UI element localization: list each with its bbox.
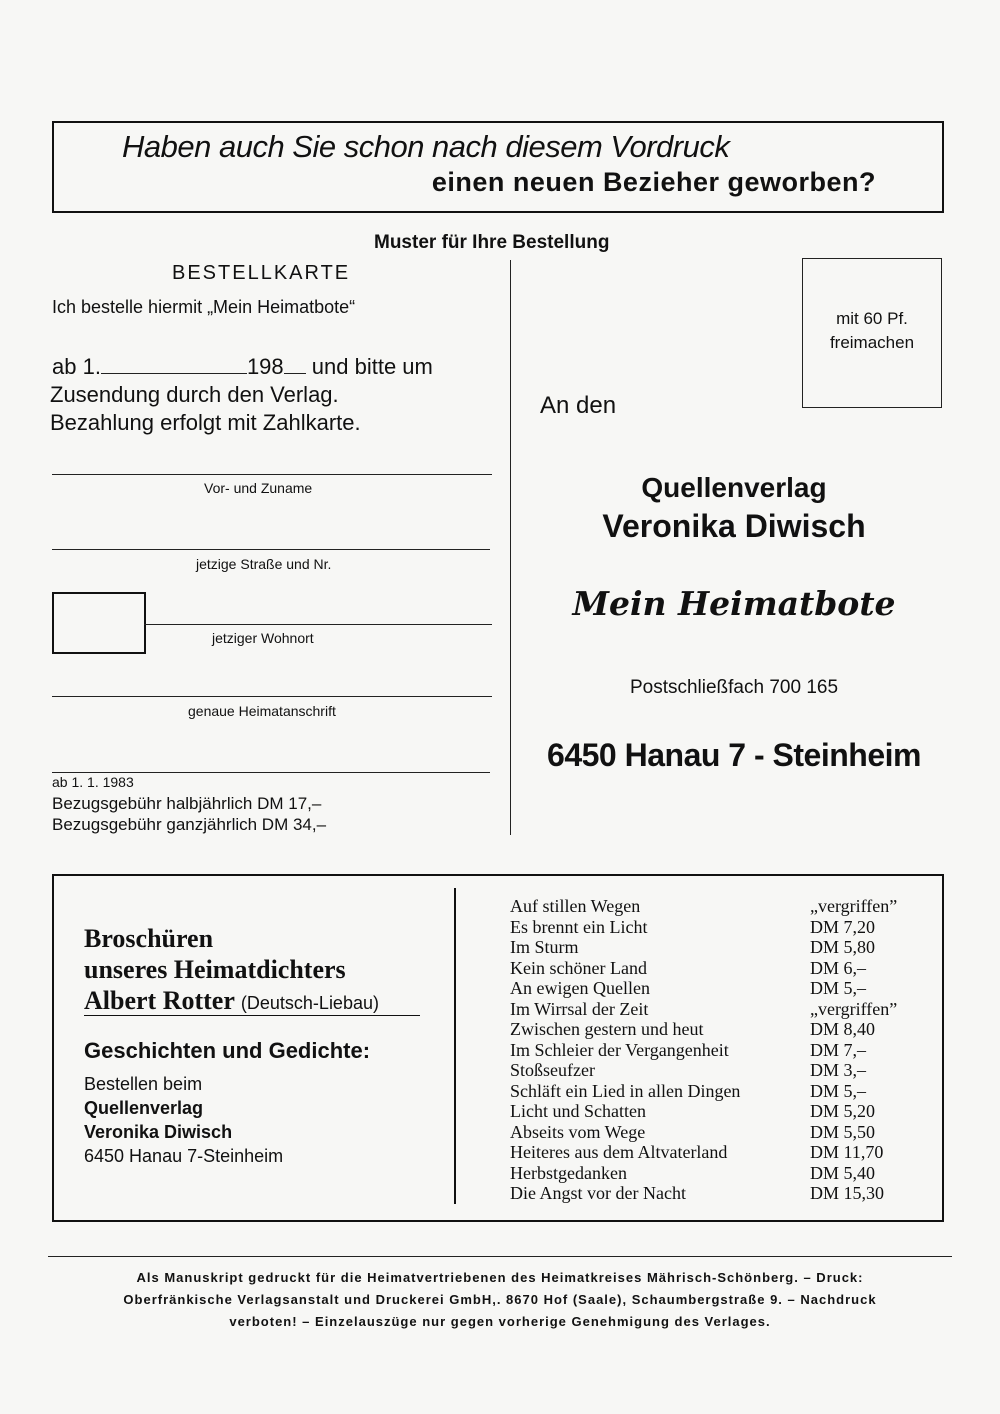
town-field-line[interactable] (144, 624, 492, 625)
list-item: Schläft ein Lied in allen Dingen DM 5,– (510, 1080, 867, 1101)
list-item: Licht und Schatten DM 5,20 (510, 1101, 876, 1121)
order-info-line4: 6450 Hanau 7-Steinheim (84, 1146, 284, 1166)
list-item: Die Angst vor der Nacht DM 15,30 (510, 1183, 885, 1203)
brochure-divider (454, 888, 456, 1204)
list-item: An ewigen Quellen DM 5,– (510, 978, 867, 998)
list-item: Zwischen gestern und heut DM 8,40 (510, 1019, 876, 1039)
headline-line2: einen neuen Bezieher geworben? (431, 167, 876, 197)
checkbox[interactable] (52, 592, 146, 654)
author-origin: (Deutsch-Liebau) (240, 993, 379, 1013)
footer-line1: Als Manuskript gedruckt für die Heimatvertriebenen des Heimatkreises Mährisch-Schönberg. – Druck: (136, 1270, 864, 1285)
brochure-title-line2: unseres Heimatdichters (84, 955, 346, 984)
name-field-line[interactable] (52, 474, 492, 475)
stamp-line2: freimachen (829, 333, 915, 352)
list-item: Im Schleier der Vergangenheit DM 7,– (510, 1039, 867, 1060)
home-address-field-label: genaue Heimatanschrift (188, 703, 336, 719)
order-info-line2: Quellenverlag (84, 1098, 204, 1118)
title-underline (84, 1015, 420, 1016)
recipient-prefix: An den (540, 392, 617, 419)
brochure-subtitle: Geschichten und Gedichte: (84, 1038, 371, 1063)
order-line1: Ich bestelle hiermit „Mein Heimatbote“ (52, 297, 356, 317)
start-date-blank[interactable] (101, 355, 247, 374)
footer-line3: verboten! – Einzelauszüge nur gegen vorherige Genehmigung des Verlages. (229, 1314, 771, 1329)
headline-line1: Haben auch Sie schon nach diesem Vordruck (122, 129, 730, 164)
town-field-label: jetziger Wohnort (212, 630, 314, 646)
book-list (510, 896, 940, 1204)
stamp-box (802, 258, 942, 408)
list-item: Herbstgedanken DM 5,40 (510, 1162, 876, 1183)
card-title: BESTELLKARTE (172, 262, 351, 284)
list-item: Stoßseufzer DM 3,– (510, 1060, 867, 1080)
footer-line2: Oberfränkische Verlagsanstalt und Druckerei GmbH,. 8670 Hof (Saale), Schaumbergstraße 9. – Nachdruck (123, 1292, 877, 1307)
list-item: Im Sturm DM 5,80 (510, 937, 876, 957)
order-info-line3: Veronika Diwisch (84, 1122, 233, 1142)
order-line4: Bezahlung erfolgt mit Zahlkarte. (50, 410, 361, 435)
po-box: Postschließfach 700 165 (629, 677, 839, 698)
fee-full-year: Bezugsgebühr ganzjährlich DM 34,– (52, 815, 327, 834)
headline-box (52, 121, 944, 213)
publisher-name: Quellenverlag (641, 472, 827, 503)
brochure-title-line3 (84, 986, 379, 1016)
street-field-label: jetzige Straße und Nr. (196, 556, 332, 572)
list-item: Heiteres aus dem Altvaterland DM 11,70 (510, 1142, 884, 1162)
footer-rule (48, 1256, 952, 1257)
name-field-label: Vor- und Zuname (204, 480, 313, 496)
stamp-line1: mit 60 Pf. (836, 309, 908, 328)
publisher-owner: Veronika Diwisch (602, 508, 866, 544)
year-blank[interactable] (284, 355, 306, 374)
list-item: Es brennt ein Licht DM 7,20 (510, 916, 876, 937)
list-item: Abseits vom Wege DM 5,50 (510, 1121, 876, 1142)
list-item: Auf stillen Wegen „vergriffen” (510, 896, 898, 916)
blank-field-line[interactable] (52, 772, 490, 773)
fee-date: ab 1. 1. 1983 (52, 774, 134, 790)
brochure-title-line1: Broschüren (84, 924, 214, 953)
magazine-title: Mein Heimatbote (572, 584, 896, 623)
list-item: Im Wirrsal der Zeit „vergriffen” (510, 998, 898, 1019)
author-name: Albert Rotter (84, 986, 235, 1015)
order-line3: Zusendung durch den Verlag. (50, 382, 339, 407)
section-heading: Muster für Ihre Bestellung (374, 232, 610, 253)
city-line: 6450 Hanau 7 - Steinheim (547, 737, 921, 773)
home-address-field-line[interactable] (52, 696, 492, 697)
order-date-line: ab 1. 198 und bitte um (52, 354, 433, 379)
list-item: Kein schöner Land DM 6,– (510, 957, 867, 978)
order-info-line1: Bestellen beim (84, 1074, 203, 1094)
fee-half-year: Bezugsgebühr halbjährlich DM 17,– (52, 794, 322, 813)
street-field-line[interactable] (52, 549, 490, 550)
